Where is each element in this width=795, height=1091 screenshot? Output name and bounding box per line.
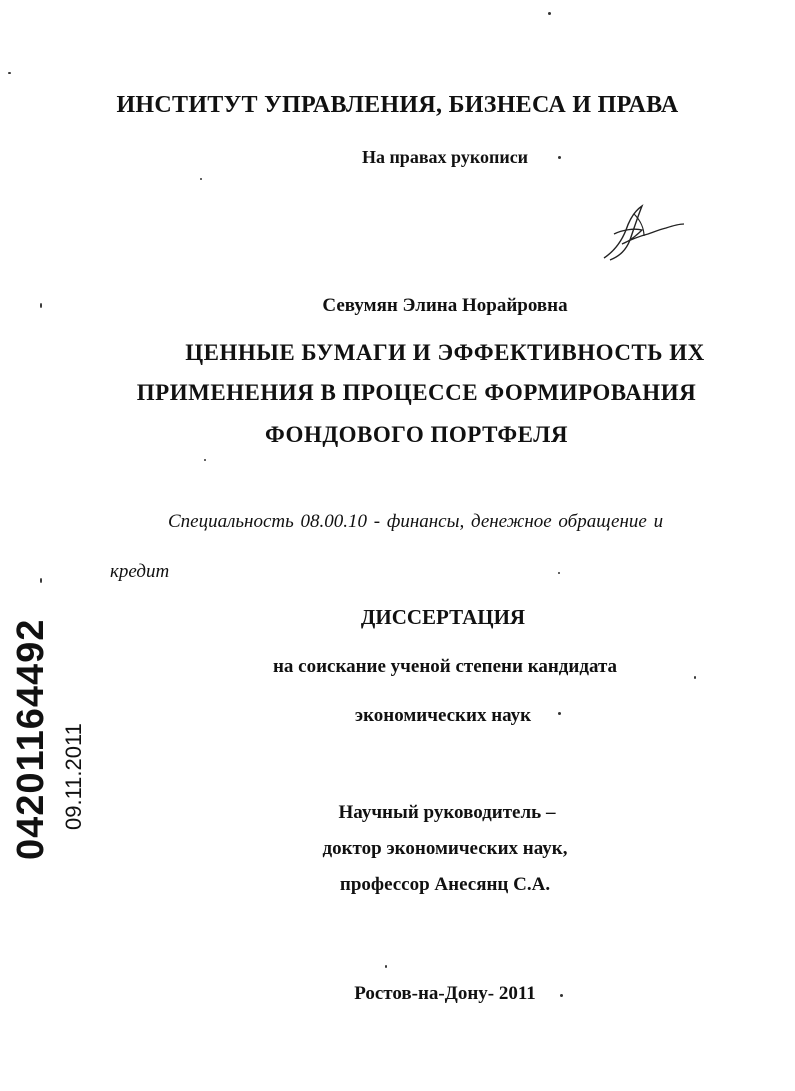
supervisor-line: Научный руководитель –: [338, 802, 556, 823]
library-stamp-code: 04201164492: [10, 618, 52, 860]
scan-speck: [40, 578, 42, 583]
signature-icon: [596, 200, 686, 262]
author-name: Севумян Элина Норайровна: [322, 295, 568, 316]
title-line: ФОНДОВОГО ПОРТФЕЛЯ: [265, 422, 568, 447]
scan-speck: [558, 156, 561, 159]
title-line: ЦЕННЫЕ БУМАГИ И ЭФФЕКТИВНОСТЬ ИХ: [185, 340, 705, 365]
supervisor-line: доктор экономических наук,: [322, 838, 568, 859]
specialty-line: Специальность 08.00.10 - финансы, денежное обращение и: [168, 511, 664, 532]
scan-speck: [560, 994, 563, 997]
city-year: Ростов-на-Дону- 2011: [354, 983, 536, 1004]
manuscript-note: На правах рукописи: [361, 147, 529, 167]
degree-line: на соискание ученой степени кандидата: [272, 656, 618, 677]
scan-speck: [694, 676, 696, 679]
scan-speck: [204, 459, 206, 461]
scan-speck: [200, 178, 202, 180]
library-stamp-date: 09.11.2011: [61, 723, 86, 830]
title-line: ПРИМЕНЕНИЯ В ПРОЦЕССЕ ФОРМИРОВАНИЯ: [136, 380, 697, 405]
degree-line: экономических наук: [354, 705, 532, 726]
scan-speck: [8, 72, 11, 74]
specialty-line: кредит: [110, 561, 170, 582]
scan-speck: [548, 12, 551, 15]
institute-name: ИНСТИТУТ УПРАВЛЕНИЯ, БИЗНЕСА И ПРАВА: [116, 92, 679, 118]
supervisor-line: профессор Анесянц С.А.: [339, 874, 551, 895]
scan-speck: [558, 712, 561, 715]
document-type: ДИССЕРТАЦИЯ: [360, 605, 526, 629]
scan-speck: [40, 303, 42, 308]
scan-speck: [385, 965, 387, 968]
scan-speck: [558, 572, 560, 574]
